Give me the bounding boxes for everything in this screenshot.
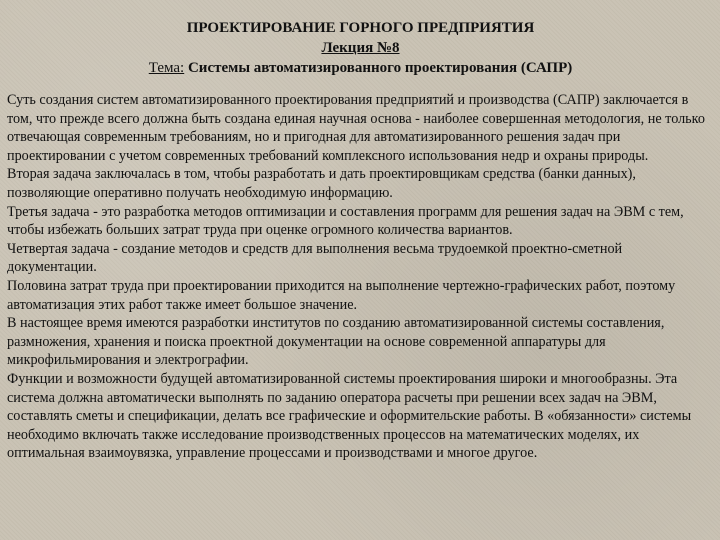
topic-title: Системы автоматизированного проектирования (САПР) <box>184 60 573 76</box>
topic-label: Тема: <box>148 60 185 76</box>
lecture-body <box>7 91 714 463</box>
topic-line <box>7 58 714 78</box>
paragraph-graphic-work: Половина затрат труда при проектировании приходится на выполнение чертежно-графических работ, поэтому автоматизация этих работ также имеет большое значение. <box>7 277 676 313</box>
paragraph-essence: Суть создания систем автоматизированного проектирования предприятий и производства (САПР) заключается в том, что прежде всего должна быть создана единая научная основа - наиболее совершенная методология, не только отвечающая современным требованиям, но и пригодная для автоматизированного решения задач при проектировании с учетом современных требований комплексного использования недр и охраны природы. <box>7 92 705 164</box>
paragraph-third-task: Третья задача - это разработка методов оптимизации и составления программ для решения задач на ЭВМ с тем, чтобы избежать больших затрат труда при оценке огромного количества вариантов. <box>7 203 684 239</box>
paragraph-second-task: Вторая задача заключалась в том, чтобы разработать и дать проектировщикам средства (банки данных), позволяющие оперативно получать необходимую информацию. <box>7 166 636 201</box>
slide-header <box>7 18 714 78</box>
course-title: ПРОЕКТИРОВАНИЕ ГОРНОГО ПРЕДПРИЯТИЯ <box>186 20 535 36</box>
paragraph-current-developments: В настоящее время имеются разработки институтов по созданию автоматизированной системы составления, размножения, хранения и поиска проектной документации на основе современной аппаратуры для микрофильмирования и электрографии. <box>7 315 665 369</box>
paragraph-system-functions: Функции и возможности будущей автоматизированной системы проектирования широки и многообразны. Эта система должна автоматически выполнять по заданию оператора расчеты при решении всех задач на ЭВМ, составлять сметы и спецификации, делать все графические и оформительские работы. В «обязанности» системы необходимо включать также исследование производственных процессов на математических моделях, их оптимальная взаимоувязка, управление процессами и производствами и многое другое. <box>7 370 692 462</box>
lecture-number: Лекция №8 <box>321 40 400 56</box>
paragraph-fourth-task: Четвертая задача - создание методов и средств для выполнения весьма трудоемкой проектно-сметной документации. <box>7 240 623 276</box>
